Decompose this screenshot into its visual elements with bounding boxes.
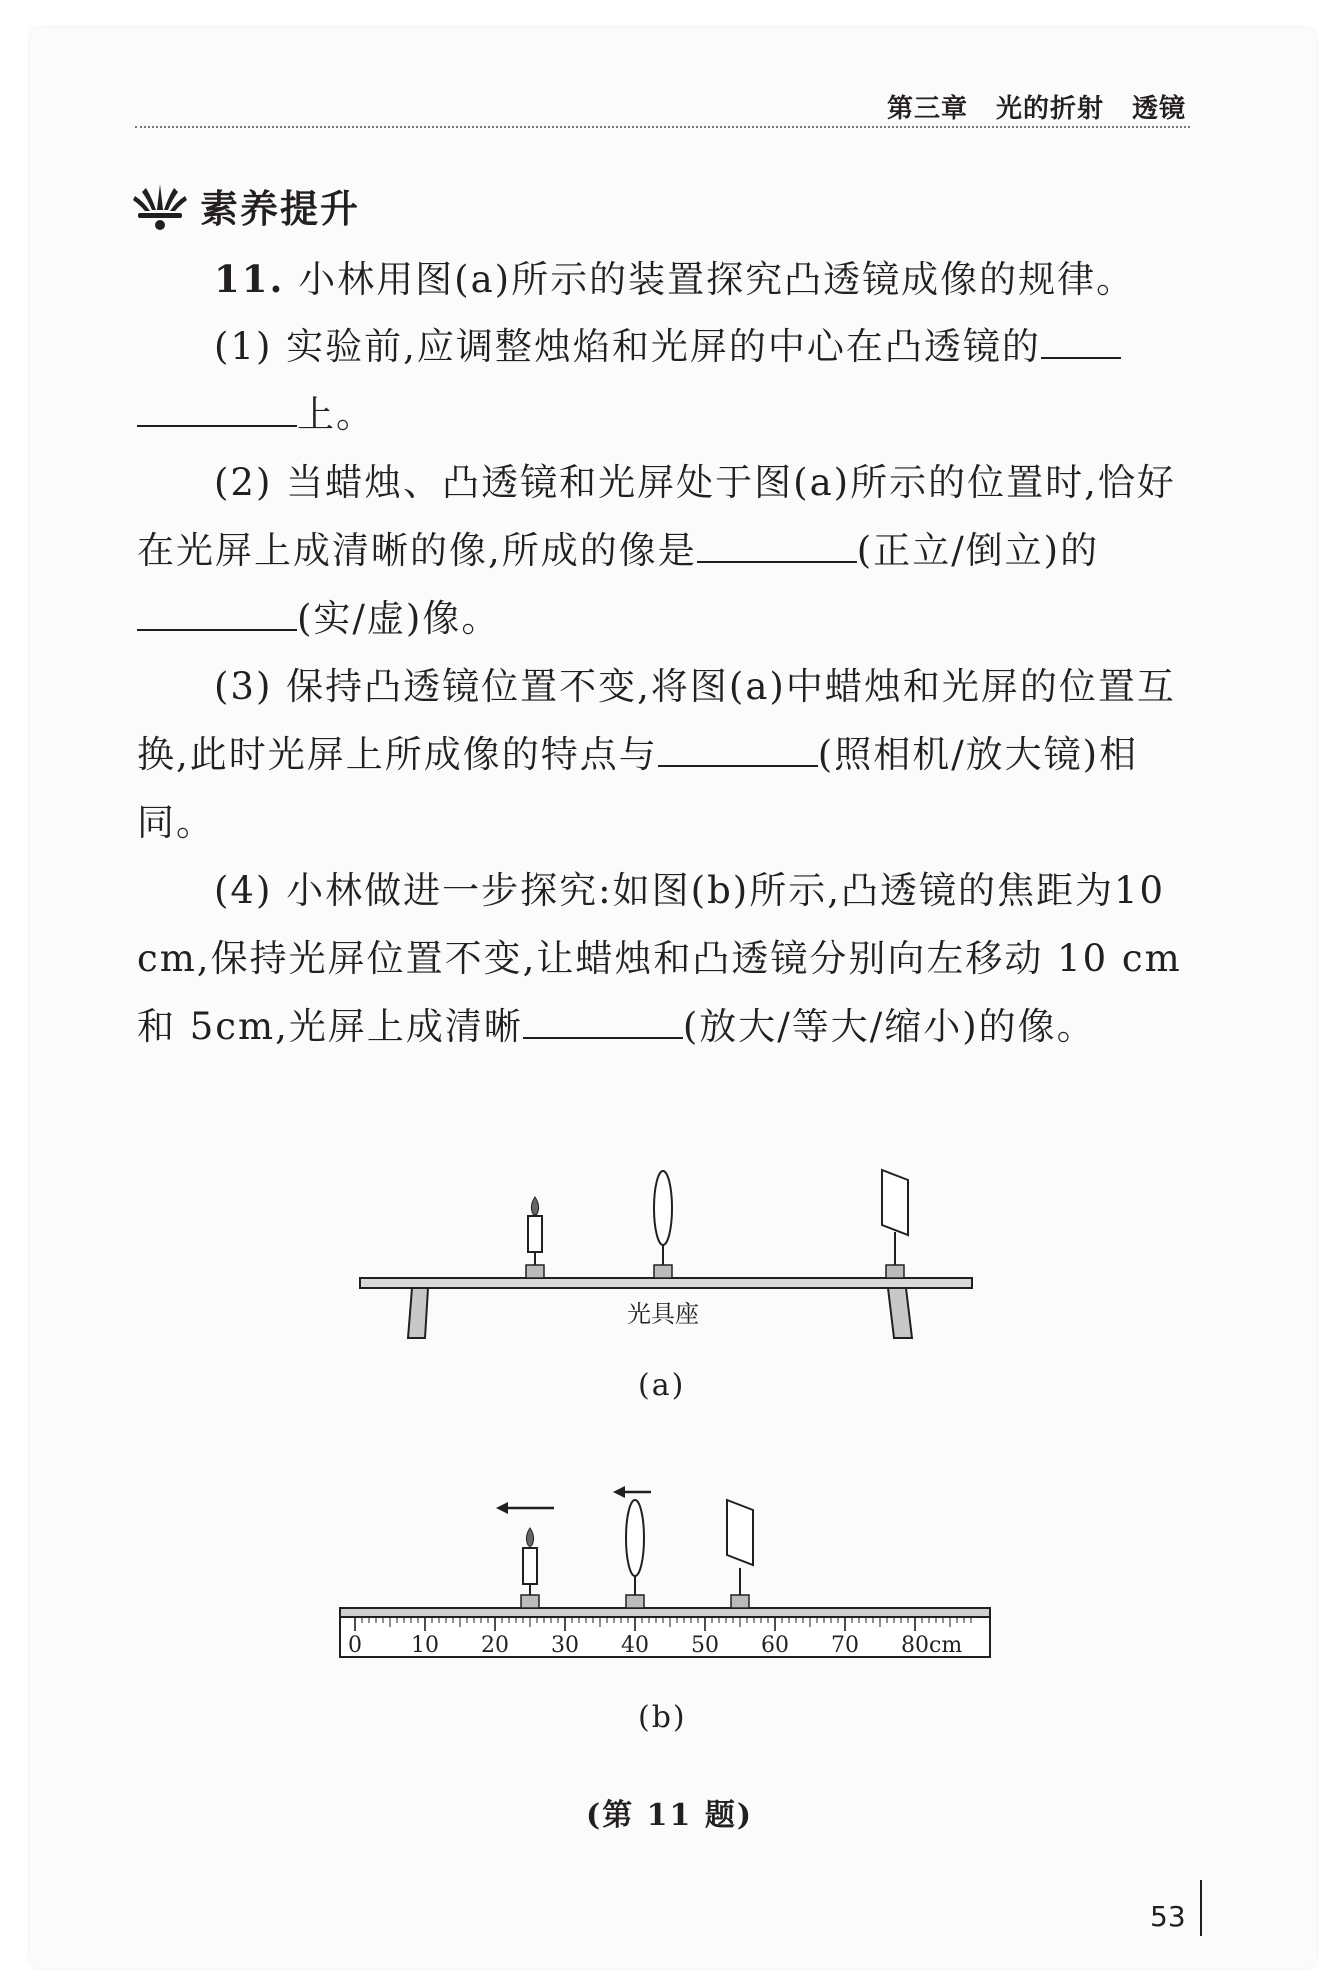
chapter-label: 第三章 <box>886 94 968 124</box>
part-4-text: (4) 小林做进一步探究:如图(b)所示,凸透镜的焦距为10 cm,保持光屏位置不变,让蜡烛和凸透镜分别向左移动 10 cm 和 5cm,光屏上成清晰 <box>137 869 1182 1048</box>
candle-b <box>496 1502 554 1608</box>
ruler-label-10: 10 <box>411 1633 439 1658</box>
ruler-label-0: 0 <box>348 1633 362 1658</box>
ruler-label-40: 40 <box>621 1633 649 1658</box>
answer-blank-4[interactable] <box>523 993 683 1039</box>
bench-leg-right <box>888 1288 912 1338</box>
part-3-text: (3) 保持凸透镜位置不变,将图(a)中蜡烛和光屏的位置互换,此时光屏上所成像的特点与 <box>137 665 1176 776</box>
question-number: 11. <box>214 257 285 301</box>
header-divider <box>135 126 1190 128</box>
ruler-label-60: 60 <box>761 1633 789 1658</box>
answer-blank-3[interactable] <box>658 721 818 767</box>
ruler-label-30: 30 <box>551 1633 579 1658</box>
section-title: 素养提升 <box>200 187 361 231</box>
page-number-bar <box>1200 1880 1202 1936</box>
part-4 <box>137 857 1192 1061</box>
page-number: 53 <box>1150 1900 1186 1933</box>
part-3 <box>137 653 1192 857</box>
figure-a-optical-bench <box>340 1150 990 1350</box>
convex-lens <box>654 1171 672 1278</box>
part-1-text: (1) 实验前,应调整烛焰和光屏的中心在凸透镜的 <box>214 325 1041 368</box>
figure-b-caption: (b) <box>638 1700 687 1735</box>
question-stem-text: 小林用图(a)所示的装置探究凸透镜成像的规律。 <box>298 258 1136 301</box>
ruler-label-20: 20 <box>481 1633 509 1658</box>
part-3-end: (照相机/放大镜)相同。 <box>137 733 1139 844</box>
part-2-end: (实/虚)像。 <box>297 597 501 640</box>
part-4-end: (放大/等大/缩小)的像。 <box>682 1005 1096 1048</box>
ruler-rail <box>340 1608 990 1617</box>
light-screen-b <box>727 1500 753 1608</box>
part-2-text: (2) 当蜡烛、凸透镜和光屏处于图(a)所示的位置时,恰好在光屏上成清晰的像,所成的像是 <box>137 461 1176 572</box>
part-2-mid: (正立/倒立)的 <box>856 529 1100 572</box>
figure-a-caption: (a) <box>638 1368 686 1403</box>
bench-leg-left <box>408 1288 428 1338</box>
answer-blank-1b[interactable] <box>137 381 297 427</box>
answer-blank-1a[interactable] <box>1041 313 1121 359</box>
part-1 <box>137 313 1192 449</box>
bench-label: 光具座 <box>627 1300 699 1328</box>
answer-blank-2b[interactable] <box>137 585 297 631</box>
question-stem <box>137 245 1192 314</box>
candle <box>526 1197 544 1278</box>
chapter-title: 光的折射 <box>995 94 1104 124</box>
part-2 <box>137 449 1192 653</box>
light-screen <box>882 1170 908 1278</box>
convex-lens-b <box>613 1486 651 1608</box>
bench-rail <box>360 1278 972 1288</box>
section-heading <box>132 178 360 233</box>
figure-caption: (第 11 题) <box>586 1798 754 1833</box>
ruler-label-50: 50 <box>691 1633 719 1658</box>
figure-b-ruler-bench <box>320 1480 1010 1680</box>
running-header <box>859 88 1186 125</box>
ruler-unit: cm <box>929 1633 963 1658</box>
ruler-label-70: 70 <box>831 1633 859 1658</box>
ruler-label-80: 80 <box>901 1633 929 1658</box>
answer-blank-2a[interactable] <box>697 517 857 563</box>
crown-icon <box>132 180 188 232</box>
chapter-subtitle: 透镜 <box>1131 94 1186 124</box>
part-1-end: 上。 <box>297 393 375 436</box>
